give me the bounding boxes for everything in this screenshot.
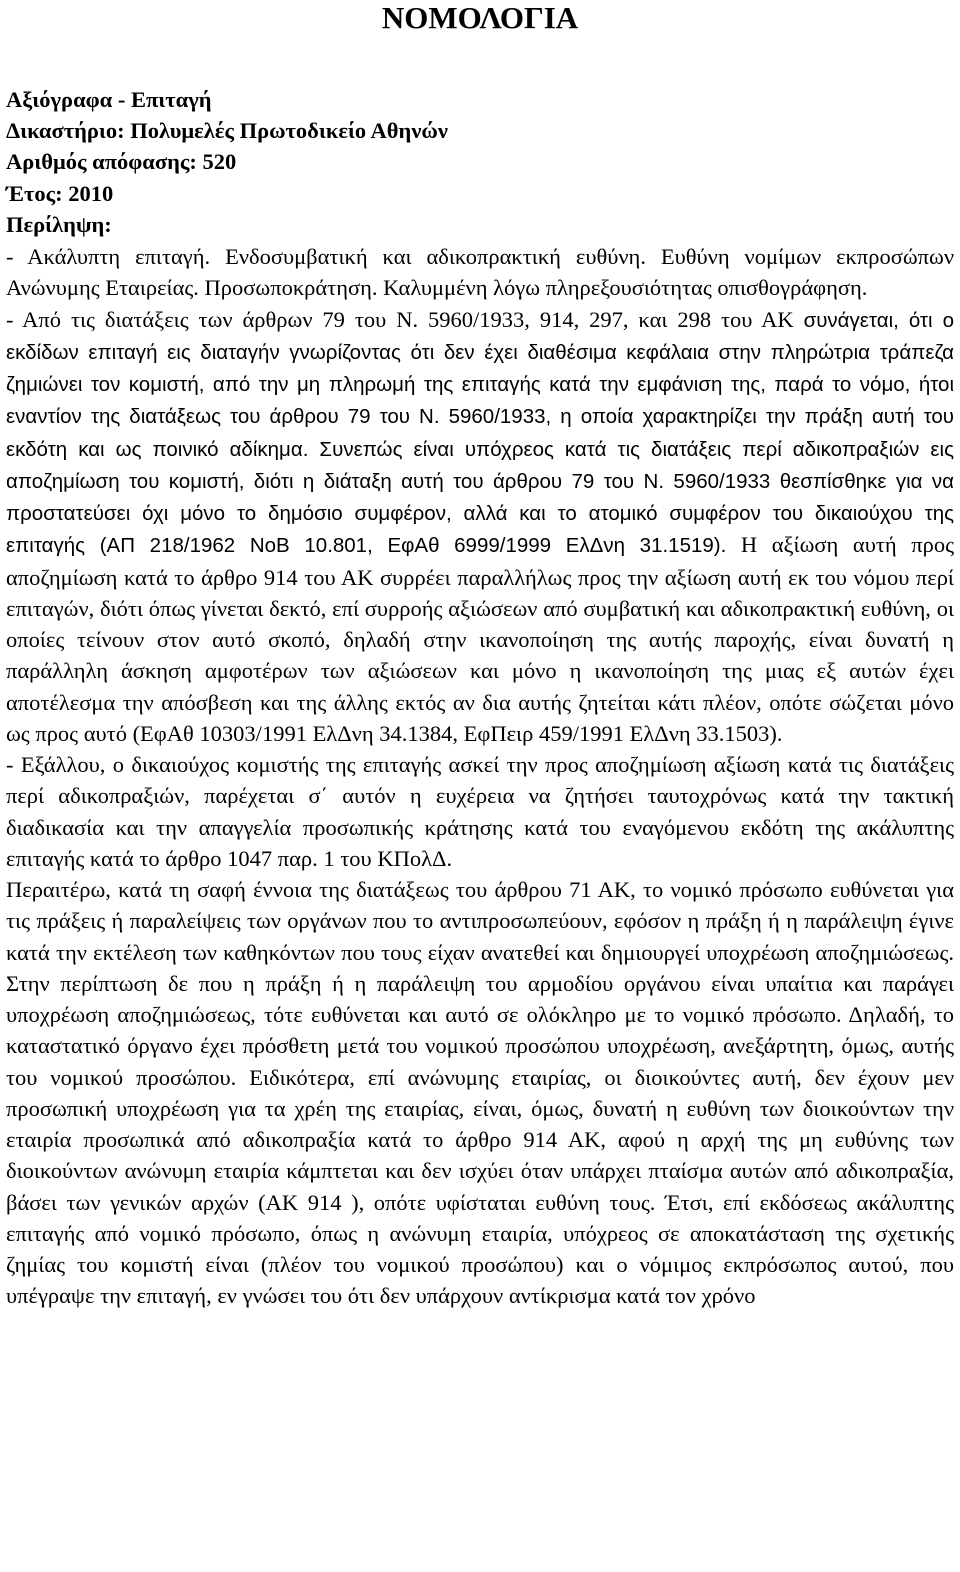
case-metadata [6,84,954,240]
legal-entity-paragraph [6,874,954,1312]
reasoning-lead: - Από τις διατάξεις των άρθρων 79 του Ν. 5960/1933, 914, 297, και 298 του ΑΚ [6,306,804,332]
summary-label: Περίληψη: [6,211,112,237]
case-category: Αξιόγραφα - Επιταγή [6,87,212,112]
case-court: Δικαστήριο: Πολυμελές Πρωτοδικείο Αθηνών [6,118,448,144]
case-year: Έτος: 2010 [6,180,114,206]
summary-paragraph [6,241,954,304]
case-decision-number: Αριθμός απόφασης: 520 [6,149,237,175]
reasoning-text: Η αξίωση αυτή προς αποζημίωση κατά το άρθρο 914 του ΑΚ συρρέει παραλλήλως προς την αξίωση αυτή εκ του νόμου περί επιταγών, διότι όπως γίνεται δεκτό, επί συρροής αξιώσεων από συμβατική και αδικοπρακτική ευθύνη, οι οποίες τείνουν στον αυτό σκοπό, δηλαδή στην ικανοποίηση της αυτής παροχής, είναι δυνατή η παράλληλη άσκηση αμφοτέρων των αξιώσεων και μόνο η ικανοποίηση της μιας εξ αυτών έχει αποτέλεσμα την απόσβεση και της άλλης εκτός αν δια αυτής ζητείται κάτι πλέον, οπότε σώζεται μόνο ως προς αυτό (ΕφΑθ 10303/1991 ΕλΔνη 34.1384, ΕφΠειρ 459/1991 ΕλΔνη 33.1503). [6,532,954,746]
reasoning-paragraph [6,304,954,750]
reasoning-text-sans: συνάγεται, ότι ο εκδίδων επιταγή εις διαταγήν γνωρίζοντας ότι δεν έχει διαθέσιμα κεφάλαια στην πληρώτρια τράπεζα ζημιώνει τον κομιστή, από την μη πληρωμή της επιταγής κατά την εμφάνιση της, παρά το νόμο, ήτοι εναντίον της διατάξεως του άρθρου 79 του Ν. 5960/1933, η οποία χαρακτηρίζει την πράξη αυτή του εκδότη και ως ποινικό αδίκημα. Συνεπώς είναι υπόχρεος κατά τις διατάξεις περί αδικοπραξιών εις αποζημίωση του κομιστή, διότι η διάταξη αυτή του άρθρου 79 του Ν. 5960/1933 θεσπίσθηκε για να προστατεύσει όχι μόνο το δημόσιο συμφέρον, αλλά και το ατομικό συμφέρον του δικαιούχου της επιταγής (ΑΠ 218/1962 ΝοΒ 10.801, ΕφΑθ 6999/1999 ΕλΔνη 31.1519). [6,308,954,558]
personal-detention-paragraph [6,749,954,874]
personal-detention-text: - Εξάλλου, ο δικαιούχος κομιστής της επιταγής ασκεί την προς αποζημίωση αξίωση κατά τις διατάξεις περί αδικοπραξιών, παρέχεται σ΄ αυτόν η ευχέρεια να ζητήσει ταυτοχρόνως κατά την τακτική διαδικασία και την απαγγελία προσωπικής κράτησης κατά του εναγόμενου εκδότη της ακάλυπτης επιταγής κατά το άρθρο 1047 παρ. 1 του ΚΠολΔ. [6,752,954,871]
legal-entity-text: Περαιτέρω, κατά τη σαφή έννοια της διατάξεως του άρθρου 71 ΑΚ, το νομικό πρόσωπο ευθύνεται για τις πράξεις ή παραλείψεις των οργάνων που το αντιπροσωπεύουν, εφόσον η πράξη ή η παράλειψη έγινε κατά την εκτέλεση των καθηκόντων που τους είχαν ανατεθεί και δημιουργεί υποχρέωση αποζημιώσεως. Στην περίπτωση δε που η πράξη ή η παράλειψη του αρμοδίου οργάνου είναι υπαίτια και παράγει υποχρέωση αποζημιώσεως, τότε ευθύνεται και αυτό σε ολόκληρο με το νομικό πρόσωπο. Δηλαδή, το καταστατικό όργανο έχει πρόσθετη μετά του νομικού προσώπου υποχρέωση, ανεξάρτητη, όμως, αυτής του νομικού προσώπου. Ειδικότερα, επί ανώνυμης εταιρίας, οι διοικούντες αυτή, δεν έχουν μεν προσωπική υποχρέωση για τα χρέη της εταιρίας, είναι, όμως, δυνατή η ευθύνη των διοικούντων την εταιρία προσωπικά από αδικοπραξία κατά το άρθρο 914 ΑΚ, αφού η αρχή της μη ευθύνης των διοικούντων ανώνυμη εταιρία κάμπτεται και δεν ισχύει όταν υπάρχει πταίσμα αυτών από αδικοπραξία, βάσει των γενικών αρχών (ΑΚ 914 ), οπότε υφίσταται ευθύνη τους. Έτσι, επί εκδόσεως ακάλυπτης επιταγής από νομικό πρόσωπο, όπως η ανώνυμη εταιρία, υπόχρεος σε αποκατάσταση της σχετικής ζημίας του κομιστή είναι (πλέον του νομικού προσώπου) και ο νόμιμος εκπρόσωπος αυτού, που υπέγραψε την επιταγή, εν γνώσει του ότι δεν υπάρχουν αντίκρισμα κατά τον χρόνο [6,877,954,1309]
summary-text: - Ακάλυπτη επιταγή. Ενδοσυμβατική και αδικοπρακτική ευθύνη. Ευθύνη νομίμων εκπροσώπων Ανώνυμης Εταιρείας. Προσωποκράτηση. Καλυμμένη λόγω πληρεξουσιότητας οπισθογράφηση. [6,244,954,301]
document-body [6,241,954,1312]
document-title: ΝΟΜΟΛΟΓΙΑ [381,0,579,35]
